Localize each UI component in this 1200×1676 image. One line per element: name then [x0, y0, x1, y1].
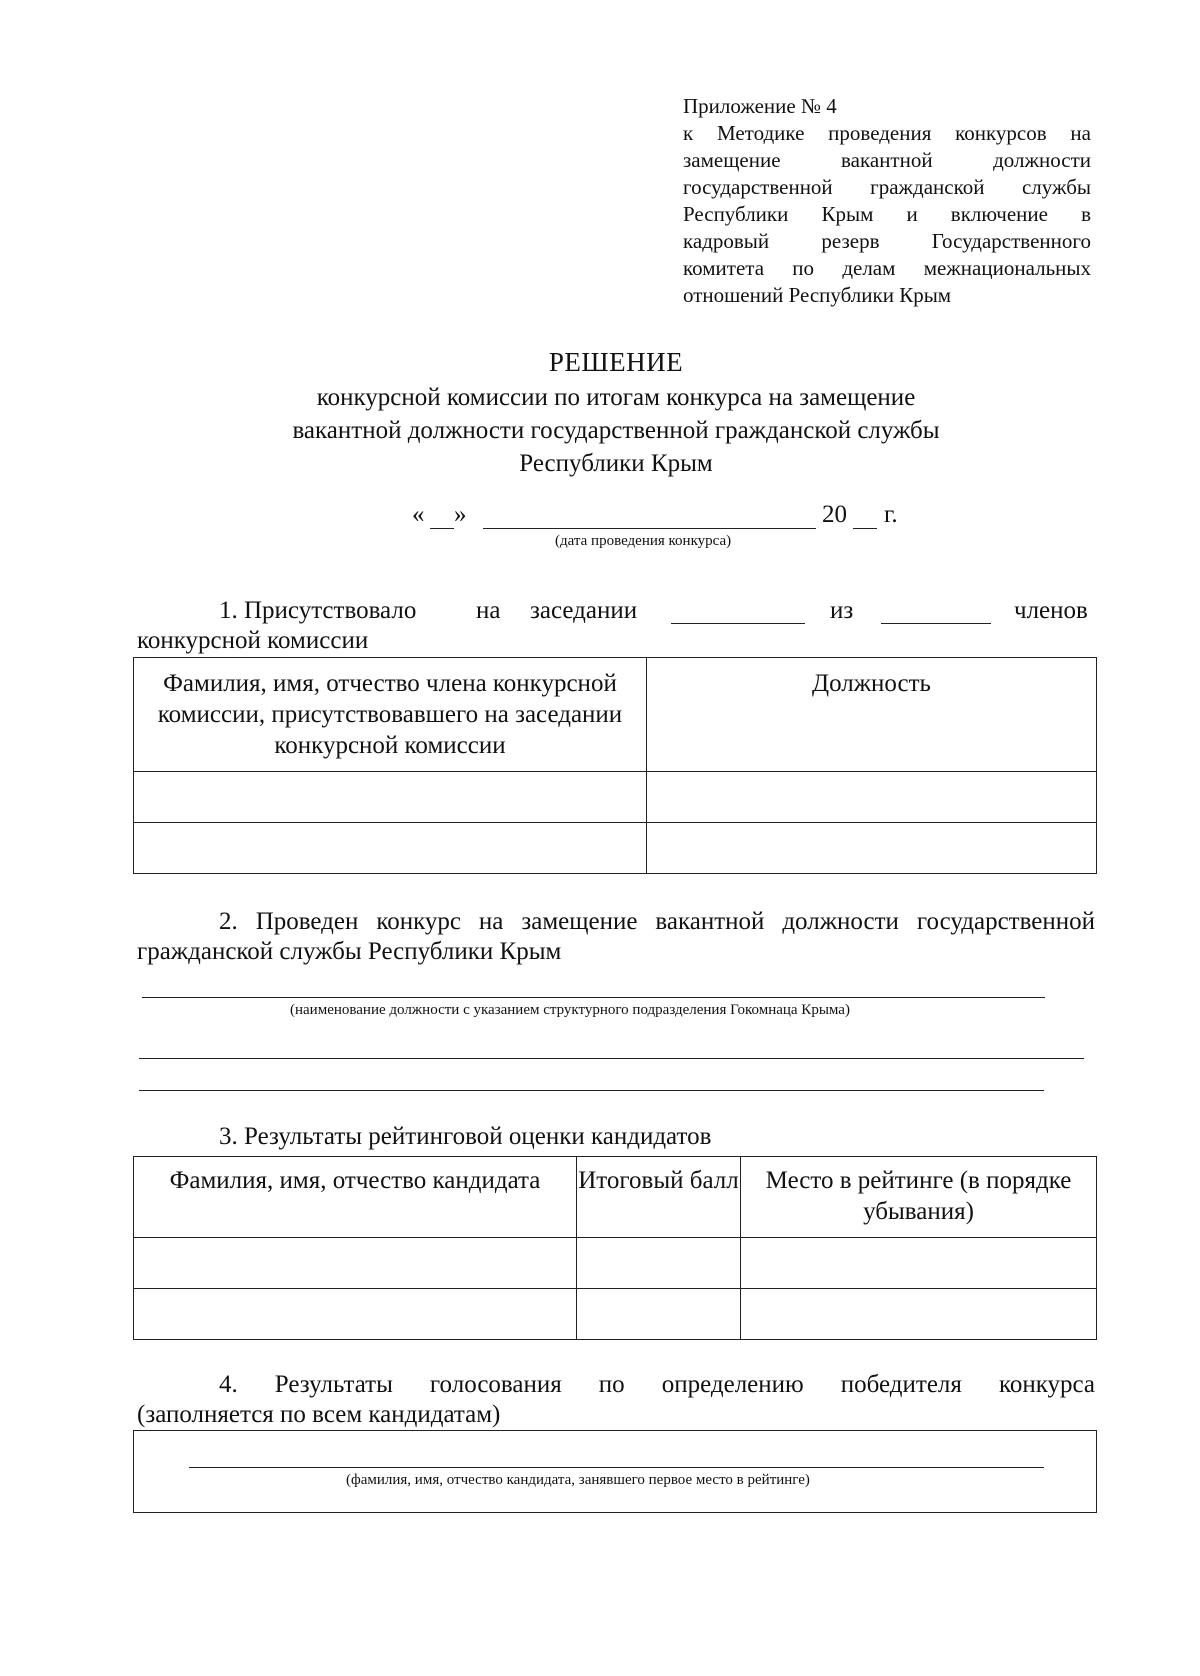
appendix-line: кадровый резерв Государственного	[683, 229, 1091, 253]
table-row	[134, 1289, 1097, 1340]
section1-line2: конкурсной комиссии	[137, 627, 369, 654]
winner-name-line[interactable]	[189, 1467, 1044, 1468]
table-cell[interactable]	[741, 1238, 1097, 1289]
year-blank	[853, 528, 877, 529]
table-row	[134, 823, 1097, 874]
table-header-cell: Должность	[647, 658, 1097, 772]
section3-heading: 3. Результаты рейтинговой оценки кандидатов	[219, 1123, 712, 1150]
position-extra-line[interactable]	[139, 1058, 1084, 1059]
appendix-line: отношений Республики Крым	[683, 283, 952, 307]
table-cell[interactable]	[647, 772, 1097, 823]
subtitle-line: конкурсной комиссии по итогам конкурса на замещение	[316, 384, 916, 411]
section1-word: на	[476, 597, 501, 624]
table-header-cell: Фамилия, имя, отчество кандидата	[134, 1157, 577, 1238]
table-cell[interactable]	[741, 1289, 1097, 1340]
table-cell[interactable]	[134, 1289, 577, 1340]
section2-line: гражданской службы Республики Крым	[137, 938, 562, 965]
appendix-line: к Методике проведения конкурсов на	[683, 121, 1091, 145]
present-count-blank	[671, 623, 805, 624]
winner-caption: (фамилия, имя, отчество кандидата, занявшего первое место в рейтинге)	[346, 1472, 810, 1488]
table-cell[interactable]	[134, 823, 647, 874]
table-header-row	[134, 658, 1097, 772]
section4-line: 4. Результаты голосования по определению победителя конкурса	[219, 1371, 1095, 1398]
subtitle-line: Республики Крым	[519, 450, 713, 477]
date-caption: (дата проведения конкурса)	[555, 533, 732, 549]
day-open-quote: «	[412, 501, 425, 528]
appendix-line: Республики Крым и включение в	[683, 202, 1091, 226]
ratings-table	[133, 1156, 1097, 1340]
table-header-cell: Итоговый балл	[577, 1157, 741, 1238]
table-row	[134, 772, 1097, 823]
appendix-line: государственной гражданской службы	[683, 175, 1091, 199]
subtitle-line: вакантной должности государственной гражданской службы	[292, 417, 940, 444]
table-cell[interactable]	[134, 1238, 577, 1289]
section-4	[137, 1370, 1095, 1430]
table-cell[interactable]	[577, 1238, 741, 1289]
section4-line: (заполняется по всем кандидатам)	[137, 1401, 501, 1428]
position-extra-line[interactable]	[139, 1090, 1044, 1091]
section-2	[137, 907, 1095, 967]
section1-word: 1. Присутствовало	[219, 597, 417, 624]
table-cell[interactable]	[134, 772, 647, 823]
section1-word: заседании	[530, 597, 638, 624]
section2-line: 2. Проведен конкурс на замещение вакантной должности государственной	[219, 908, 1095, 935]
appendix-block	[683, 93, 1091, 309]
day-blank	[430, 528, 454, 529]
position-caption: (наименование должности с указанием структурного подразделения Гокомнаца Крыма)	[290, 1002, 850, 1018]
appendix-line: Приложение № 4	[683, 94, 837, 118]
position-name-line[interactable]	[142, 997, 1045, 998]
table-header-row	[134, 1157, 1097, 1238]
day-close-quote: »	[454, 501, 467, 528]
table-cell[interactable]	[577, 1289, 741, 1340]
appendix-line: комитета по делам межнациональных	[683, 256, 1091, 280]
total-count-blank	[881, 623, 991, 624]
section1-word: из	[830, 597, 854, 624]
members-table	[133, 657, 1097, 874]
section1-word: членов	[1014, 597, 1088, 624]
month-blank	[483, 528, 816, 529]
year-prefix: 20	[822, 501, 847, 528]
appendix-line: замещение вакантной должности	[683, 148, 1091, 172]
table-row	[134, 1238, 1097, 1289]
table-header-cell: Фамилия, имя, отчество члена конкурсной комиссии, присутствовавшего на заседании конкурсной комиссии	[134, 658, 647, 772]
document-subtitle	[0, 381, 1200, 480]
table-header-cell: Место в рейтинге (в порядке убывания)	[741, 1157, 1097, 1238]
year-suffix: г.	[884, 501, 898, 528]
table-cell[interactable]	[647, 823, 1097, 874]
document-title: РЕШЕНИЕ	[548, 347, 684, 377]
